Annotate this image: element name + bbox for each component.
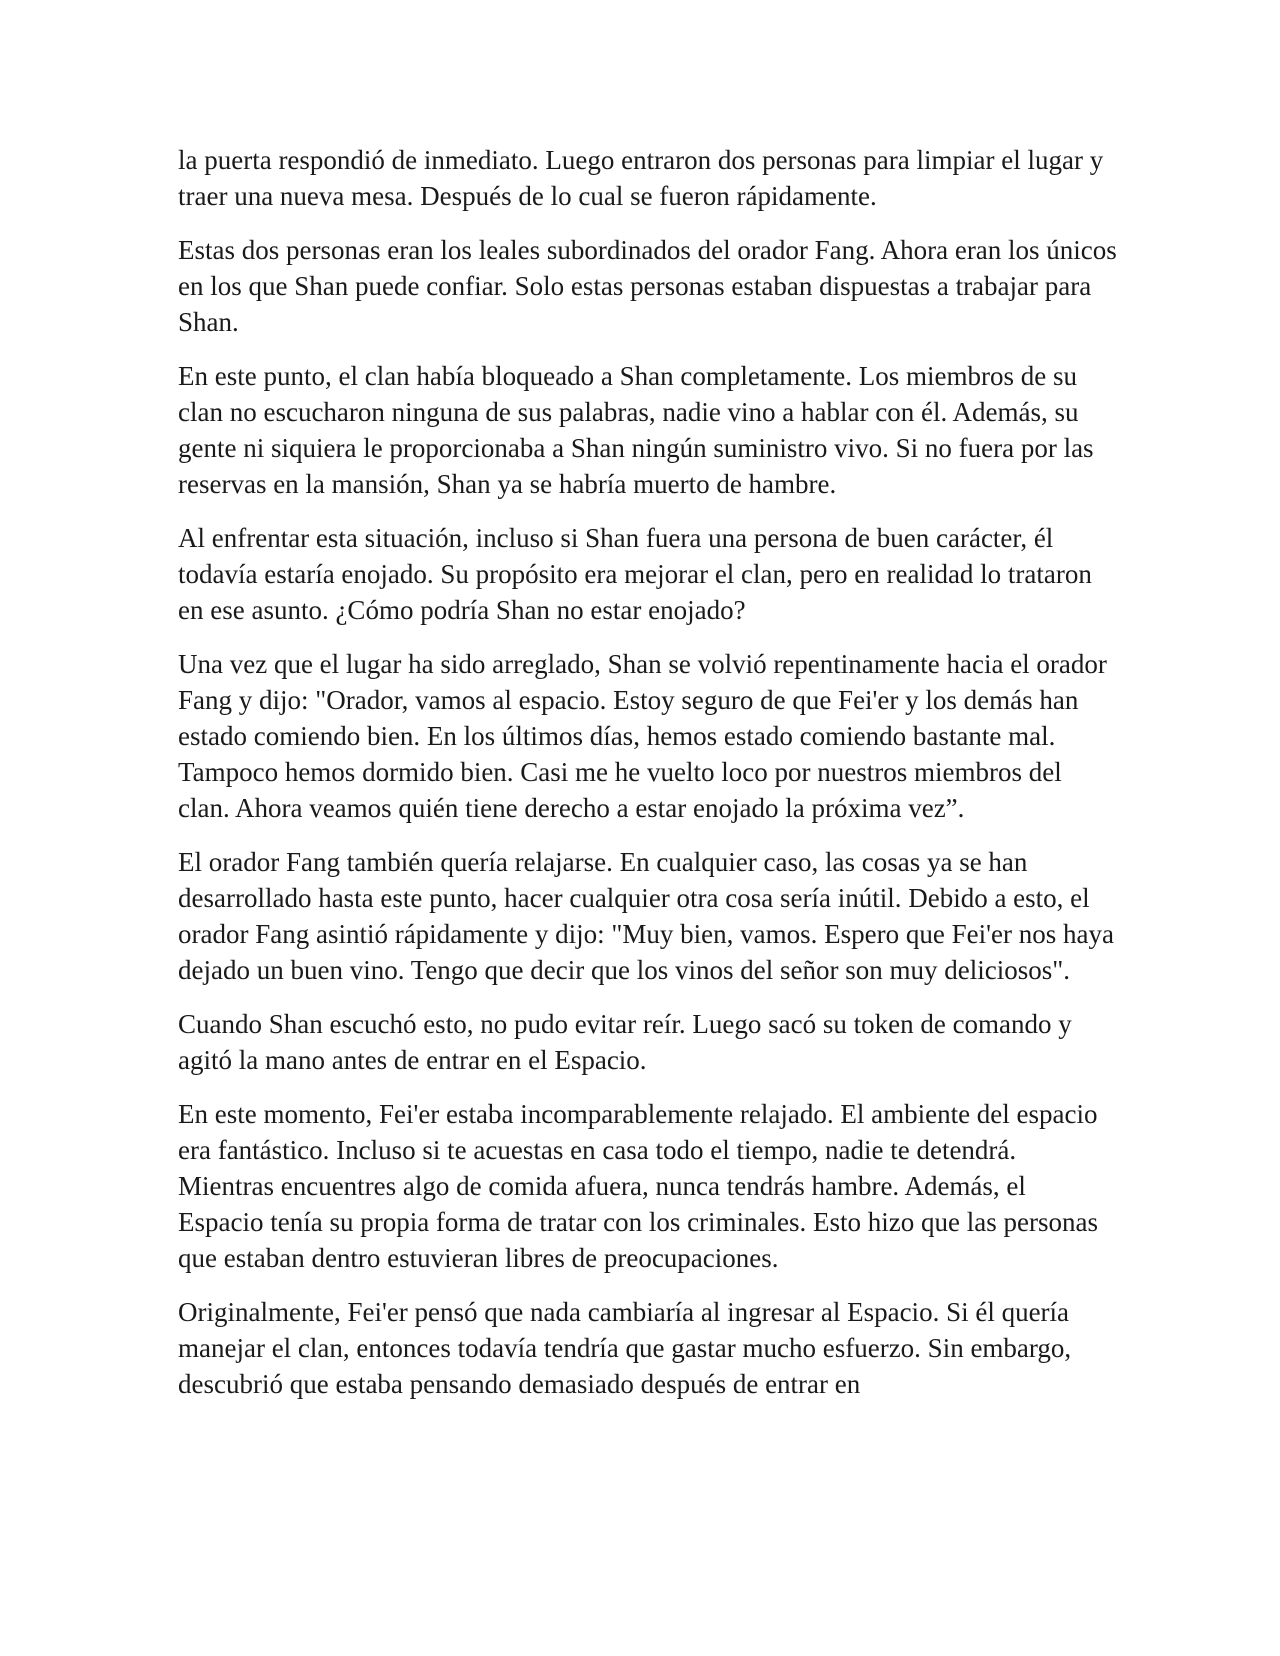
paragraph-3: En este punto, el clan había bloqueado a Shan completamente. Los miembros de su clan no escucharon ninguna de sus palabras, nadie vino a hablar con él. Además, su gente ni siquiera le proporcionaba a Shan ningún suministro vivo. Si no fuera por las reservas en la mansión, Shan ya se habría muerto de hambre. (178, 361, 1094, 499)
paragraph-8: En este momento, Fei'er estaba incomparablemente relajado. El ambiente del espacio era fantástico. Incluso si te acuestas en casa todo el tiempo, nadie te detendrá. Mientras encuentres algo de comida afuera, nunca tendrás hambre. Además, el Espacio tenía su propia forma de tratar con los criminales. Esto hizo que las personas que estaban dentro estuvieran libres de preocupaciones. (178, 1099, 1098, 1273)
paragraph-9: Originalmente, Fei'er pensó que nada cambiaría al ingresar al Espacio. Si él quería manejar el clan, entonces todavía tendría que gastar mucho esfuerzo. Sin embargo, descubrió que estaba pensando demasiado después de entrar en (178, 1297, 1072, 1399)
paragraph-4: Al enfrentar esta situación, incluso si Shan fuera una persona de buen carácter, él todavía estaría enojado. Su propósito era mejorar el clan, pero en realidad lo trataron en ese asunto. ¿Cómo podría Shan no estar enojado? (178, 523, 1092, 625)
paragraph-1: la puerta respondió de inmediato. Luego entraron dos personas para limpiar el lugar y traer una nueva mesa. Después de lo cual se fueron rápidamente. (178, 145, 1104, 211)
paragraph-7: Cuando Shan escuchó esto, no pudo evitar reír. Luego sacó su token de comando y agitó la mano antes de entrar en el Espacio. (178, 1009, 1072, 1075)
document-page (178, 142, 1118, 1420)
paragraph-5: Una vez que el lugar ha sido arreglado, Shan se volvió repentinamente hacia el orador Fang y dijo: "Orador, vamos al espacio. Estoy seguro de que Fei'er y los demás han estado comiendo bien. En los últimos días, hemos estado comiendo bastante mal. Tampoco hemos dormido bien. Casi me he vuelto loco por nuestros miembros del clan. Ahora veamos quién tiene derecho a estar enojado la próxima vez”. (178, 649, 1107, 823)
paragraph-6: El orador Fang también quería relajarse. En cualquier caso, las cosas ya se han desarrollado hasta este punto, hacer cualquier otra cosa sería inútil. Debido a esto, el orador Fang asintió rápidamente y dijo: "Muy bien, vamos. Espero que Fei'er nos haya dejado un buen vino. Tengo que decir que los vinos del señor son muy deliciosos". (178, 847, 1114, 985)
paragraph-2: Estas dos personas eran los leales subordinados del orador Fang. Ahora eran los únicos en los que Shan puede confiar. Solo estas personas estaban dispuestas a trabajar para Shan. (178, 235, 1117, 337)
